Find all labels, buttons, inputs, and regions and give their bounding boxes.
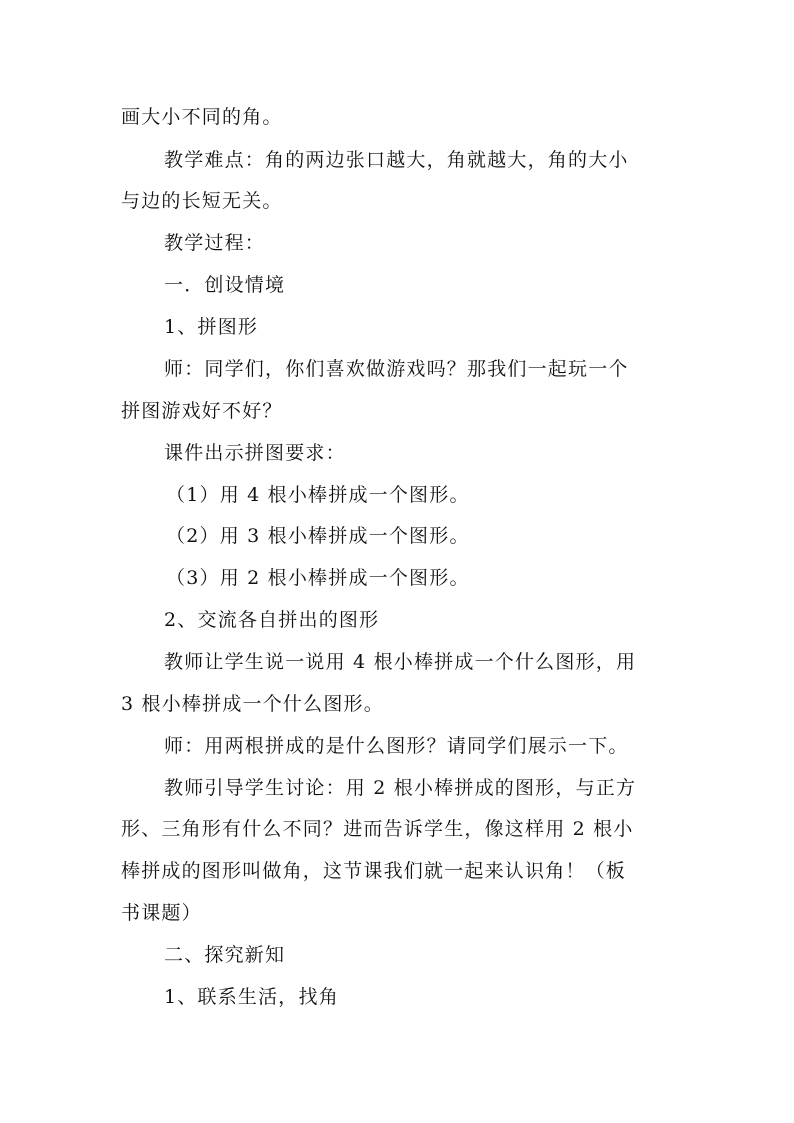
paragraph-text: 画大小不同的角。 <box>121 106 283 128</box>
list-item: （3）用 2 根小棒拼成一个图形。 <box>166 567 470 589</box>
paragraph-text: 课件出示拼图要求： <box>164 442 346 464</box>
paragraph-text: 教师引导学生讨论：用 2 根小棒拼成的图形，与正方 <box>164 777 637 799</box>
paragraph-text: 棒拼成的图形叫做角，这节课我们就一起来认识角！（板 <box>121 860 627 882</box>
paragraph-text: 教学难点：角的两边张口越大，角就越大，角的大小 <box>164 149 629 171</box>
subsection-heading: 1、拼图形 <box>164 316 259 338</box>
subsection-heading: 1、联系生活，找角 <box>164 986 339 1008</box>
paragraph-text: 教学过程： <box>164 232 266 254</box>
paragraph-text: 师：同学们，你们喜欢做游戏吗？那我们一起玩一个 <box>164 358 629 380</box>
paragraph-text: 书课题） <box>121 902 202 924</box>
section-heading: 二、探究新知 <box>164 944 286 966</box>
paragraph-text: 师：用两根拼成的是什么图形？请同学们展示一下。 <box>164 735 629 757</box>
list-item: （1）用 4 根小棒拼成一个图形。 <box>166 484 470 506</box>
paragraph-text: 教师让学生说一说用 4 根小棒拼成一个什么图形，用 <box>164 651 637 673</box>
subsection-heading: 2、交流各自拼出的图形 <box>164 609 380 631</box>
paragraph-text: 形、三角形有什么不同？进而告诉学生，像这样用 2 根小 <box>121 818 634 840</box>
paragraph-text: 与边的长短无关。 <box>121 190 283 212</box>
paragraph-text: 3 根小棒拼成一个什么图形。 <box>121 693 384 715</box>
list-item: （2）用 3 根小棒拼成一个图形。 <box>166 525 470 547</box>
section-heading: 一．创设情境 <box>164 274 286 296</box>
paragraph-text: 拼图游戏好不好？ <box>121 400 283 422</box>
